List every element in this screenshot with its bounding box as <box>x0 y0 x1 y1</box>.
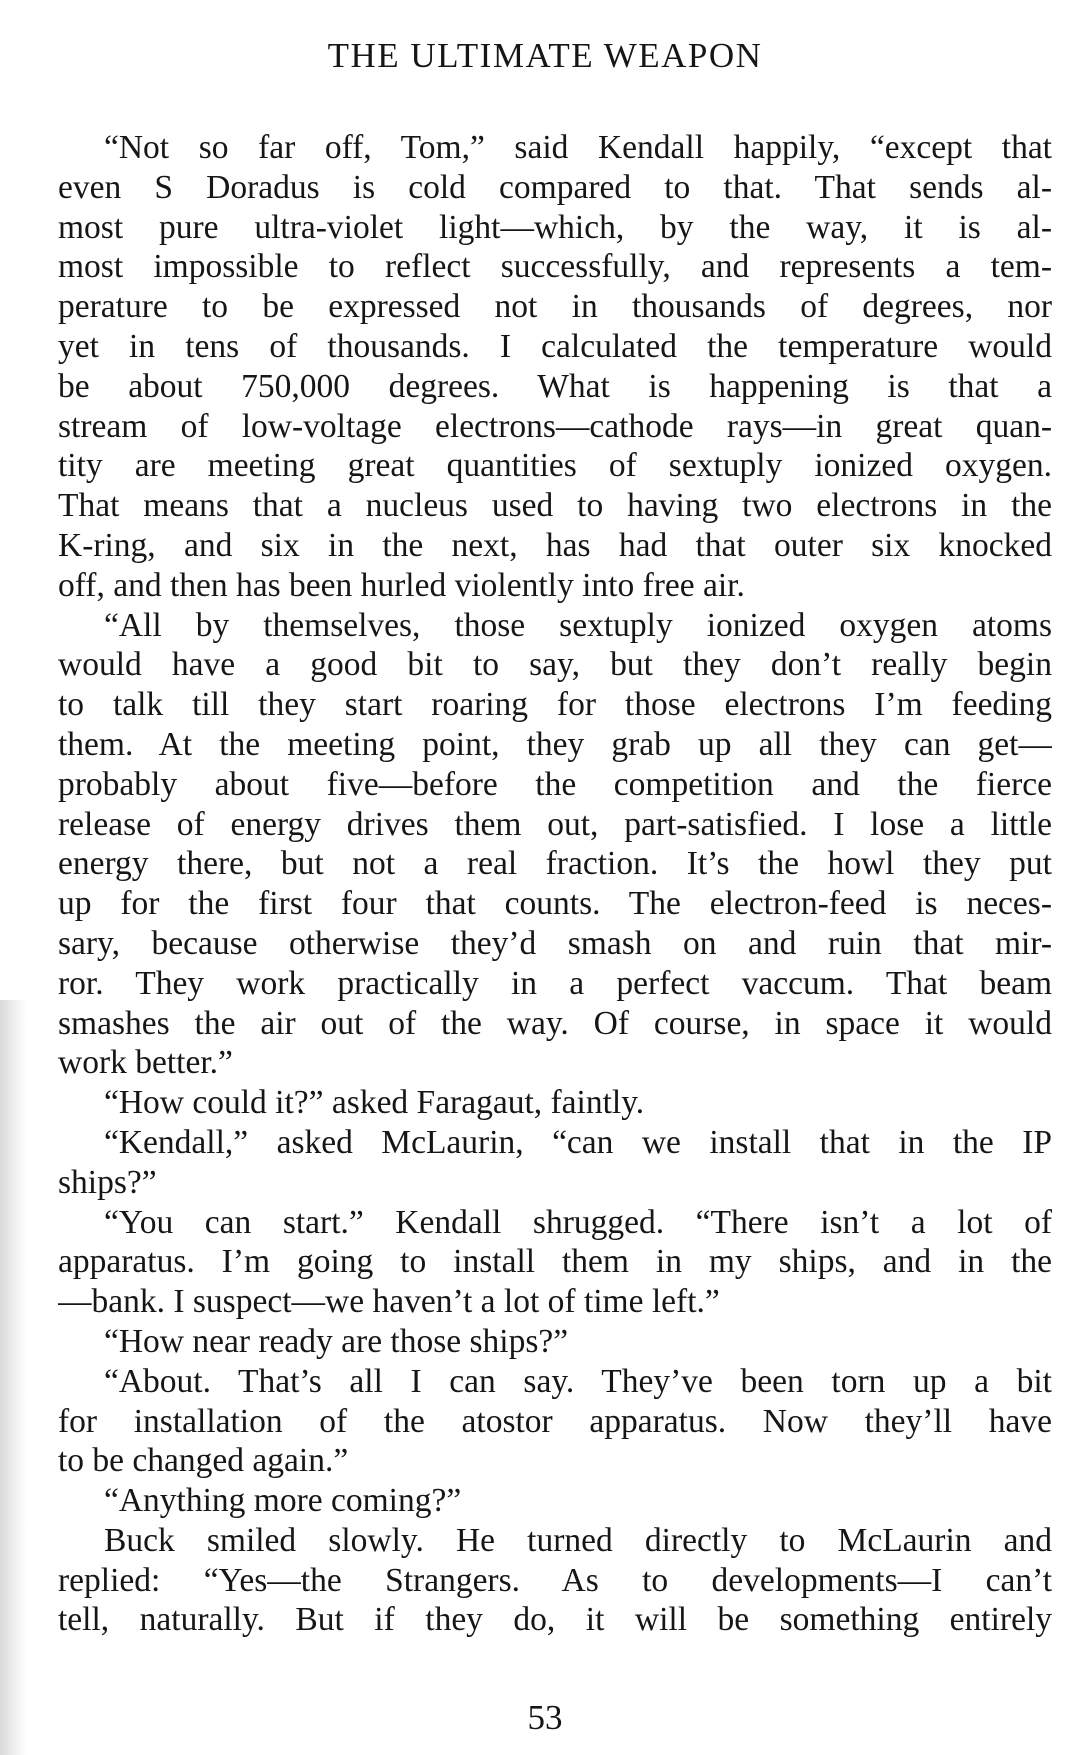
text-line: to talk till they start roaring for those electrons I’m feeding <box>58 686 1052 724</box>
text-line: most pure ultra-violet light—which, by the way, it is al- <box>58 208 1052 246</box>
text-line: K-ring, and six in the next, has had that outer six knocked <box>58 526 1052 564</box>
text-line: to be changed again.” <box>58 1442 349 1480</box>
text-line: for installation of the atostor apparatus. Now they’ll have <box>58 1402 1052 1440</box>
text-line: perature to be expressed not in thousands of degrees, nor <box>58 288 1052 326</box>
text-line: “Anything more coming?” <box>104 1482 462 1520</box>
text-line: Buck smiled slowly. He turned directly to McLaurin and <box>104 1521 1052 1559</box>
text-line: ships?” <box>58 1163 157 1201</box>
text-line: “How could it?” asked Faragaut, faintly. <box>104 1084 645 1122</box>
running-head: THE ULTIMATE WEAPON <box>327 36 763 75</box>
text-line: even S Doradus is cold compared to that. That sends al- <box>58 168 1052 206</box>
text-line: up for the first four that counts. The electron-feed is neces- <box>58 885 1052 923</box>
text-line: “All by themselves, those sextuply ionized oxygen atoms <box>104 606 1052 644</box>
text-line: work better.” <box>58 1044 233 1082</box>
text-line: “Not so far off, Tom,” said Kendall happily, “except that <box>104 129 1052 166</box>
text-line: “You can start.” Kendall shrugged. “There isn’t a lot of <box>104 1203 1052 1241</box>
page-number: 53 <box>527 1698 563 1737</box>
text-line: smashes the air out of the way. Of course, in space it would <box>58 1004 1052 1042</box>
text-line: off, and then has been hurled violently into free air. <box>58 566 745 604</box>
text-line: be about 750,000 degrees. What is happening is that a <box>58 367 1052 405</box>
text-line: them. At the meeting point, they grab up all they can get— <box>58 725 1052 763</box>
text-line: That means that a nucleus used to having two electrons in the <box>58 487 1052 525</box>
body-text <box>58 128 1052 1640</box>
text-line: energy there, but not a real fraction. It’s the howl they put <box>58 845 1052 883</box>
text-line: ror. They work practically in a perfect vaccum. That beam <box>58 964 1052 1002</box>
text-line: probably about five—before the competition and the fierce <box>58 765 1052 803</box>
text-line: most impossible to reflect successfully, and represents a tem- <box>58 248 1052 286</box>
text-line: tity are meeting great quantities of sextuply ionized oxygen. <box>58 447 1052 485</box>
text-line: stream of low-voltage electrons—cathode rays—in great quan- <box>58 407 1052 445</box>
text-line: release of energy drives them out, part-satisfied. I lose a little <box>58 805 1052 843</box>
text-line: “Kendall,” asked McLaurin, “can we install that in the IP <box>104 1123 1052 1161</box>
text-line: apparatus. I’m going to install them in my ships, and in the <box>58 1243 1052 1281</box>
text-line: would have a good bit to say, but they don’t really begin <box>58 646 1052 684</box>
binding-edge-shadow <box>0 1000 26 1755</box>
text-line: tell, naturally. But if they do, it will be something entirely <box>58 1601 1052 1639</box>
text-line: —bank. I suspect—we haven’t a lot of time left.” <box>58 1283 720 1321</box>
text-line: replied: “Yes—the Strangers. As to developments—I can’t <box>58 1561 1052 1599</box>
text-line: “How near ready are those ships?” <box>104 1322 569 1360</box>
text-line: yet in tens of thousands. I calculated the temperature would <box>58 327 1052 365</box>
text-line: “About. That’s all I can say. They’ve been torn up a bit <box>104 1362 1052 1400</box>
text-line: sary, because otherwise they’d smash on and ruin that mir- <box>58 924 1052 962</box>
